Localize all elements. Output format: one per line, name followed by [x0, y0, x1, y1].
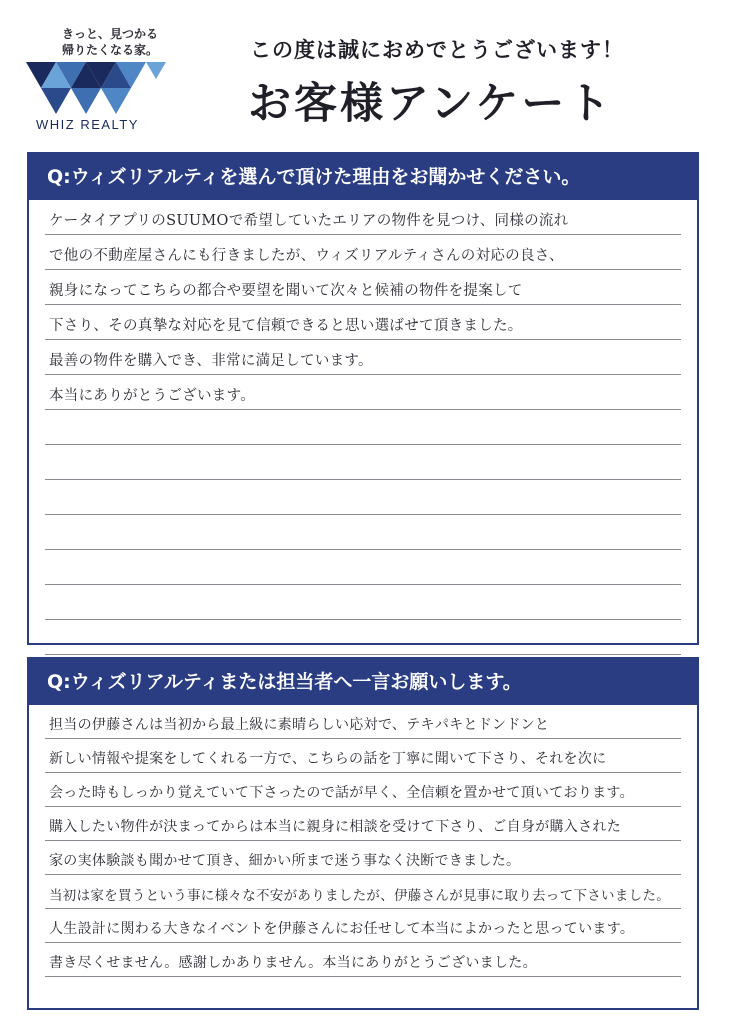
- answer-text: で他の不動産屋さんにも行きましたが、ウィズリアルティさんの対応の良さ、: [49, 248, 564, 264]
- answer-line: [45, 445, 681, 480]
- brand-name: WHIZ REALTY: [36, 117, 139, 132]
- answer-line: [45, 480, 681, 515]
- answer-line: [45, 909, 681, 943]
- answer-line: [45, 515, 681, 550]
- answer-text: 新しい情報や提案をしてくれる一方で、こちらの話を丁寧に聞いて下さり、それを次に: [49, 751, 607, 767]
- answer-text: 人生設計に関わる大きなイベントを伊藤さんにお任せして本当によかったと思っています。: [49, 921, 635, 937]
- answer-text: 当初は家を買うという事に様々な不安がありましたが、伊藤さんが見事に取り去って下さいました。: [49, 888, 670, 904]
- answer-line: [45, 340, 681, 375]
- answer-line: [45, 773, 681, 807]
- answer-text: 担当の伊藤さんは当初から最上級に素晴らしい応対で、テキパキとドンドンと: [49, 717, 550, 733]
- answer-text: 本当にありがとうございます。: [49, 388, 256, 404]
- answer-line: [45, 943, 681, 977]
- answer-line: [45, 235, 681, 270]
- question-2-title: Q:ウィズリアルティまたは担当者へ一言お願いします。: [29, 659, 697, 705]
- answer-text: 書き尽くせません。感謝しかありません。本当にありがとうございました。: [49, 955, 537, 971]
- tagline-line1: きっと、見つかる: [62, 27, 159, 41]
- tagline-line2: 帰りたくなる家。: [62, 43, 159, 57]
- answer-text: 最善の物件を購入でき、非常に満足しています。: [49, 353, 373, 369]
- answer-line: [45, 875, 681, 909]
- answer-line: [45, 705, 681, 739]
- answer-text: 購入したい物件が決まってからは本当に親身に相談を受けて下さり、ご自身が購入された: [49, 819, 621, 835]
- answer-text: ケータイアプリのSUUMOで希望していたエリアの物件を見つけ、同様の流れ: [49, 213, 569, 229]
- answer-line: [45, 807, 681, 841]
- answer-text: 下さり、その真摯な対応を見て信頼できると思い選ばせて頂きました。: [49, 318, 523, 334]
- answer-text: 会った時もしっかり覚えていて下さったので話が早く、全信頼を置かせて頂いております。: [49, 785, 634, 801]
- logo-mark-icon: [26, 62, 176, 114]
- answer-line: [45, 550, 681, 585]
- tagline: [62, 12, 158, 58]
- answer-line: [45, 375, 681, 410]
- page-title: お客様アンケート: [248, 79, 614, 129]
- answer-line: [45, 305, 681, 340]
- answer-line: [45, 410, 681, 445]
- answer-line: [45, 200, 681, 235]
- company-logo: [26, 12, 176, 142]
- answer-line: [45, 585, 681, 620]
- answer-line: [45, 270, 681, 305]
- answer-line: [45, 841, 681, 875]
- question-1-title: Q:ウィズリアルティを選んで頂けた理由をお聞かせください。: [29, 154, 697, 200]
- answer-text: 親身になってこちらの都合や要望を聞いて次々と候補の物件を提案して: [49, 283, 523, 299]
- question-1-box: [27, 152, 699, 645]
- answer-line: [45, 620, 681, 655]
- question-2-box: [27, 657, 699, 1010]
- answer-line: [45, 739, 681, 773]
- answer-text: 家の実体験談も聞かせて頂き、細かい所まで迷う事なく決断できました。: [49, 853, 521, 869]
- answer-2-lines: [45, 705, 681, 977]
- answer-1-lines: [45, 200, 681, 655]
- congratulations-headline: この度は誠におめでとうございます！: [250, 38, 624, 62]
